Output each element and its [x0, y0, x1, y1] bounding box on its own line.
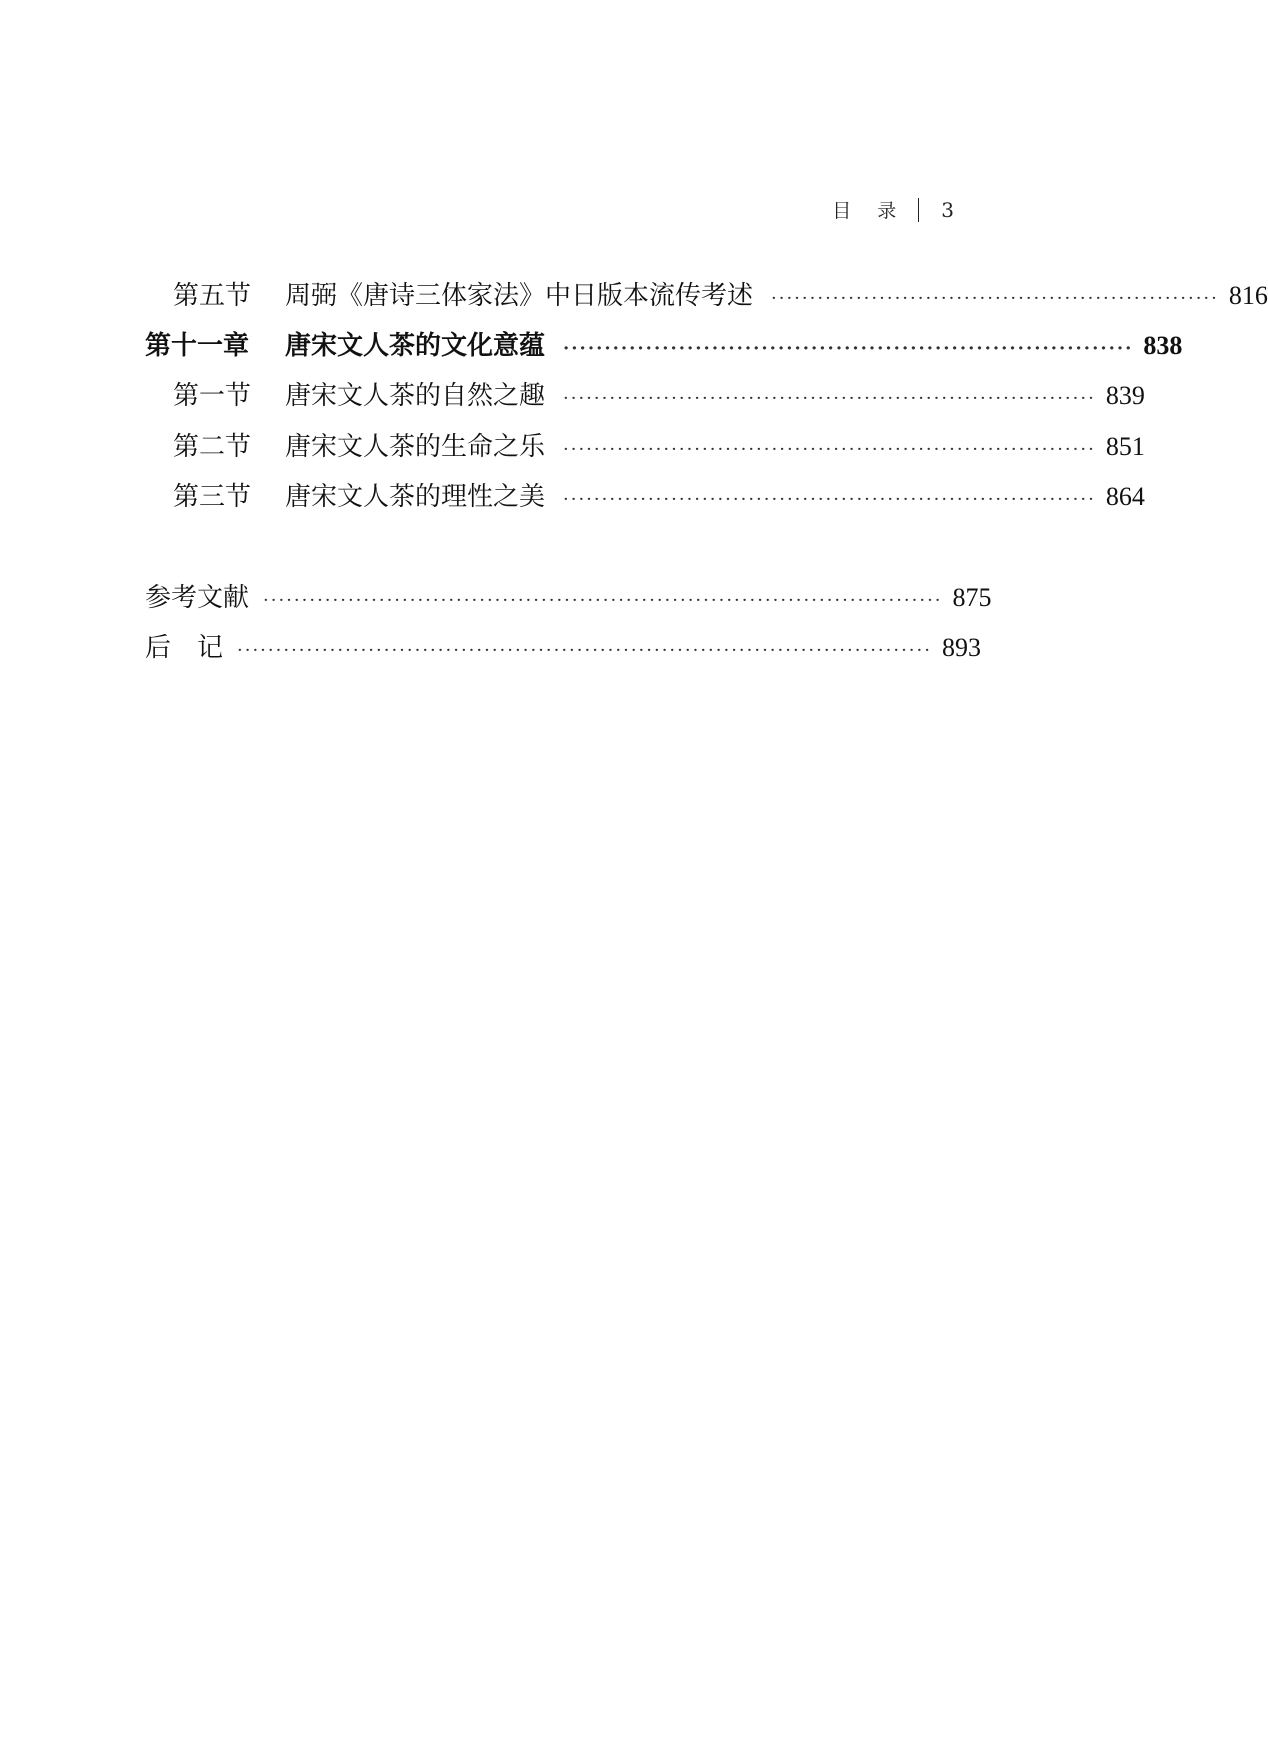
toc-entry-label: 后 记: [145, 633, 224, 663]
toc-entry-label: 第一节: [173, 381, 252, 411]
toc-entry-page: 839: [1105, 381, 1145, 410]
dot-leader: ·····································································: [563, 388, 1096, 409]
running-header: [832, 196, 954, 223]
toc-entry[interactable]: [0, 276, 1268, 316]
toc-entry[interactable]: [0, 376, 1145, 416]
toc-entry-page: 816: [1228, 281, 1268, 310]
dot-leader: ························································································: [263, 590, 943, 611]
running-header-section: 目 录: [832, 200, 907, 222]
dot-leader: ·····································································: [563, 439, 1096, 460]
toc-entry[interactable]: [0, 477, 1145, 517]
toc-entry-label: 第二节: [173, 432, 252, 462]
toc-entry[interactable]: [0, 427, 1145, 467]
toc-entry-label: 第三节: [173, 482, 252, 512]
toc-entry-label: 参考文献: [145, 583, 250, 613]
toc-entry-page: 864: [1105, 482, 1145, 511]
dot-leader: ·····································································: [563, 489, 1096, 510]
toc-entry-title: 唐宋文人茶的文化意蕴: [285, 331, 546, 361]
header-divider: [918, 198, 919, 222]
toc-chapter-entry[interactable]: [0, 326, 1183, 366]
toc-end-matter-entry[interactable]: [0, 578, 992, 618]
toc-entry-title: 唐宋文人茶的理性之美: [285, 482, 546, 512]
toc-entry-page: 851: [1105, 432, 1145, 461]
toc-entry-page: 838: [1143, 331, 1183, 360]
toc-entry-label: 第五节: [173, 281, 252, 311]
toc-entry-title: 唐宋文人茶的自然之趣: [285, 381, 546, 411]
toc-entry-page: 893: [941, 633, 981, 662]
toc-end-matter-entry[interactable]: [0, 628, 981, 668]
page-number: 3: [941, 197, 954, 222]
toc-entry-label: 第十一章: [145, 331, 250, 361]
dot-leader: ··························································: [771, 288, 1219, 309]
dot-leader: ··························································································: [237, 640, 932, 661]
toc-entry-page: 875: [952, 583, 992, 612]
dot-leader: ·····································································: [563, 338, 1134, 359]
toc-entry-title: 周弼《唐诗三体家法》中日版本流传考述: [285, 281, 754, 311]
toc-entry-title: 唐宋文人茶的生命之乐: [285, 432, 546, 462]
